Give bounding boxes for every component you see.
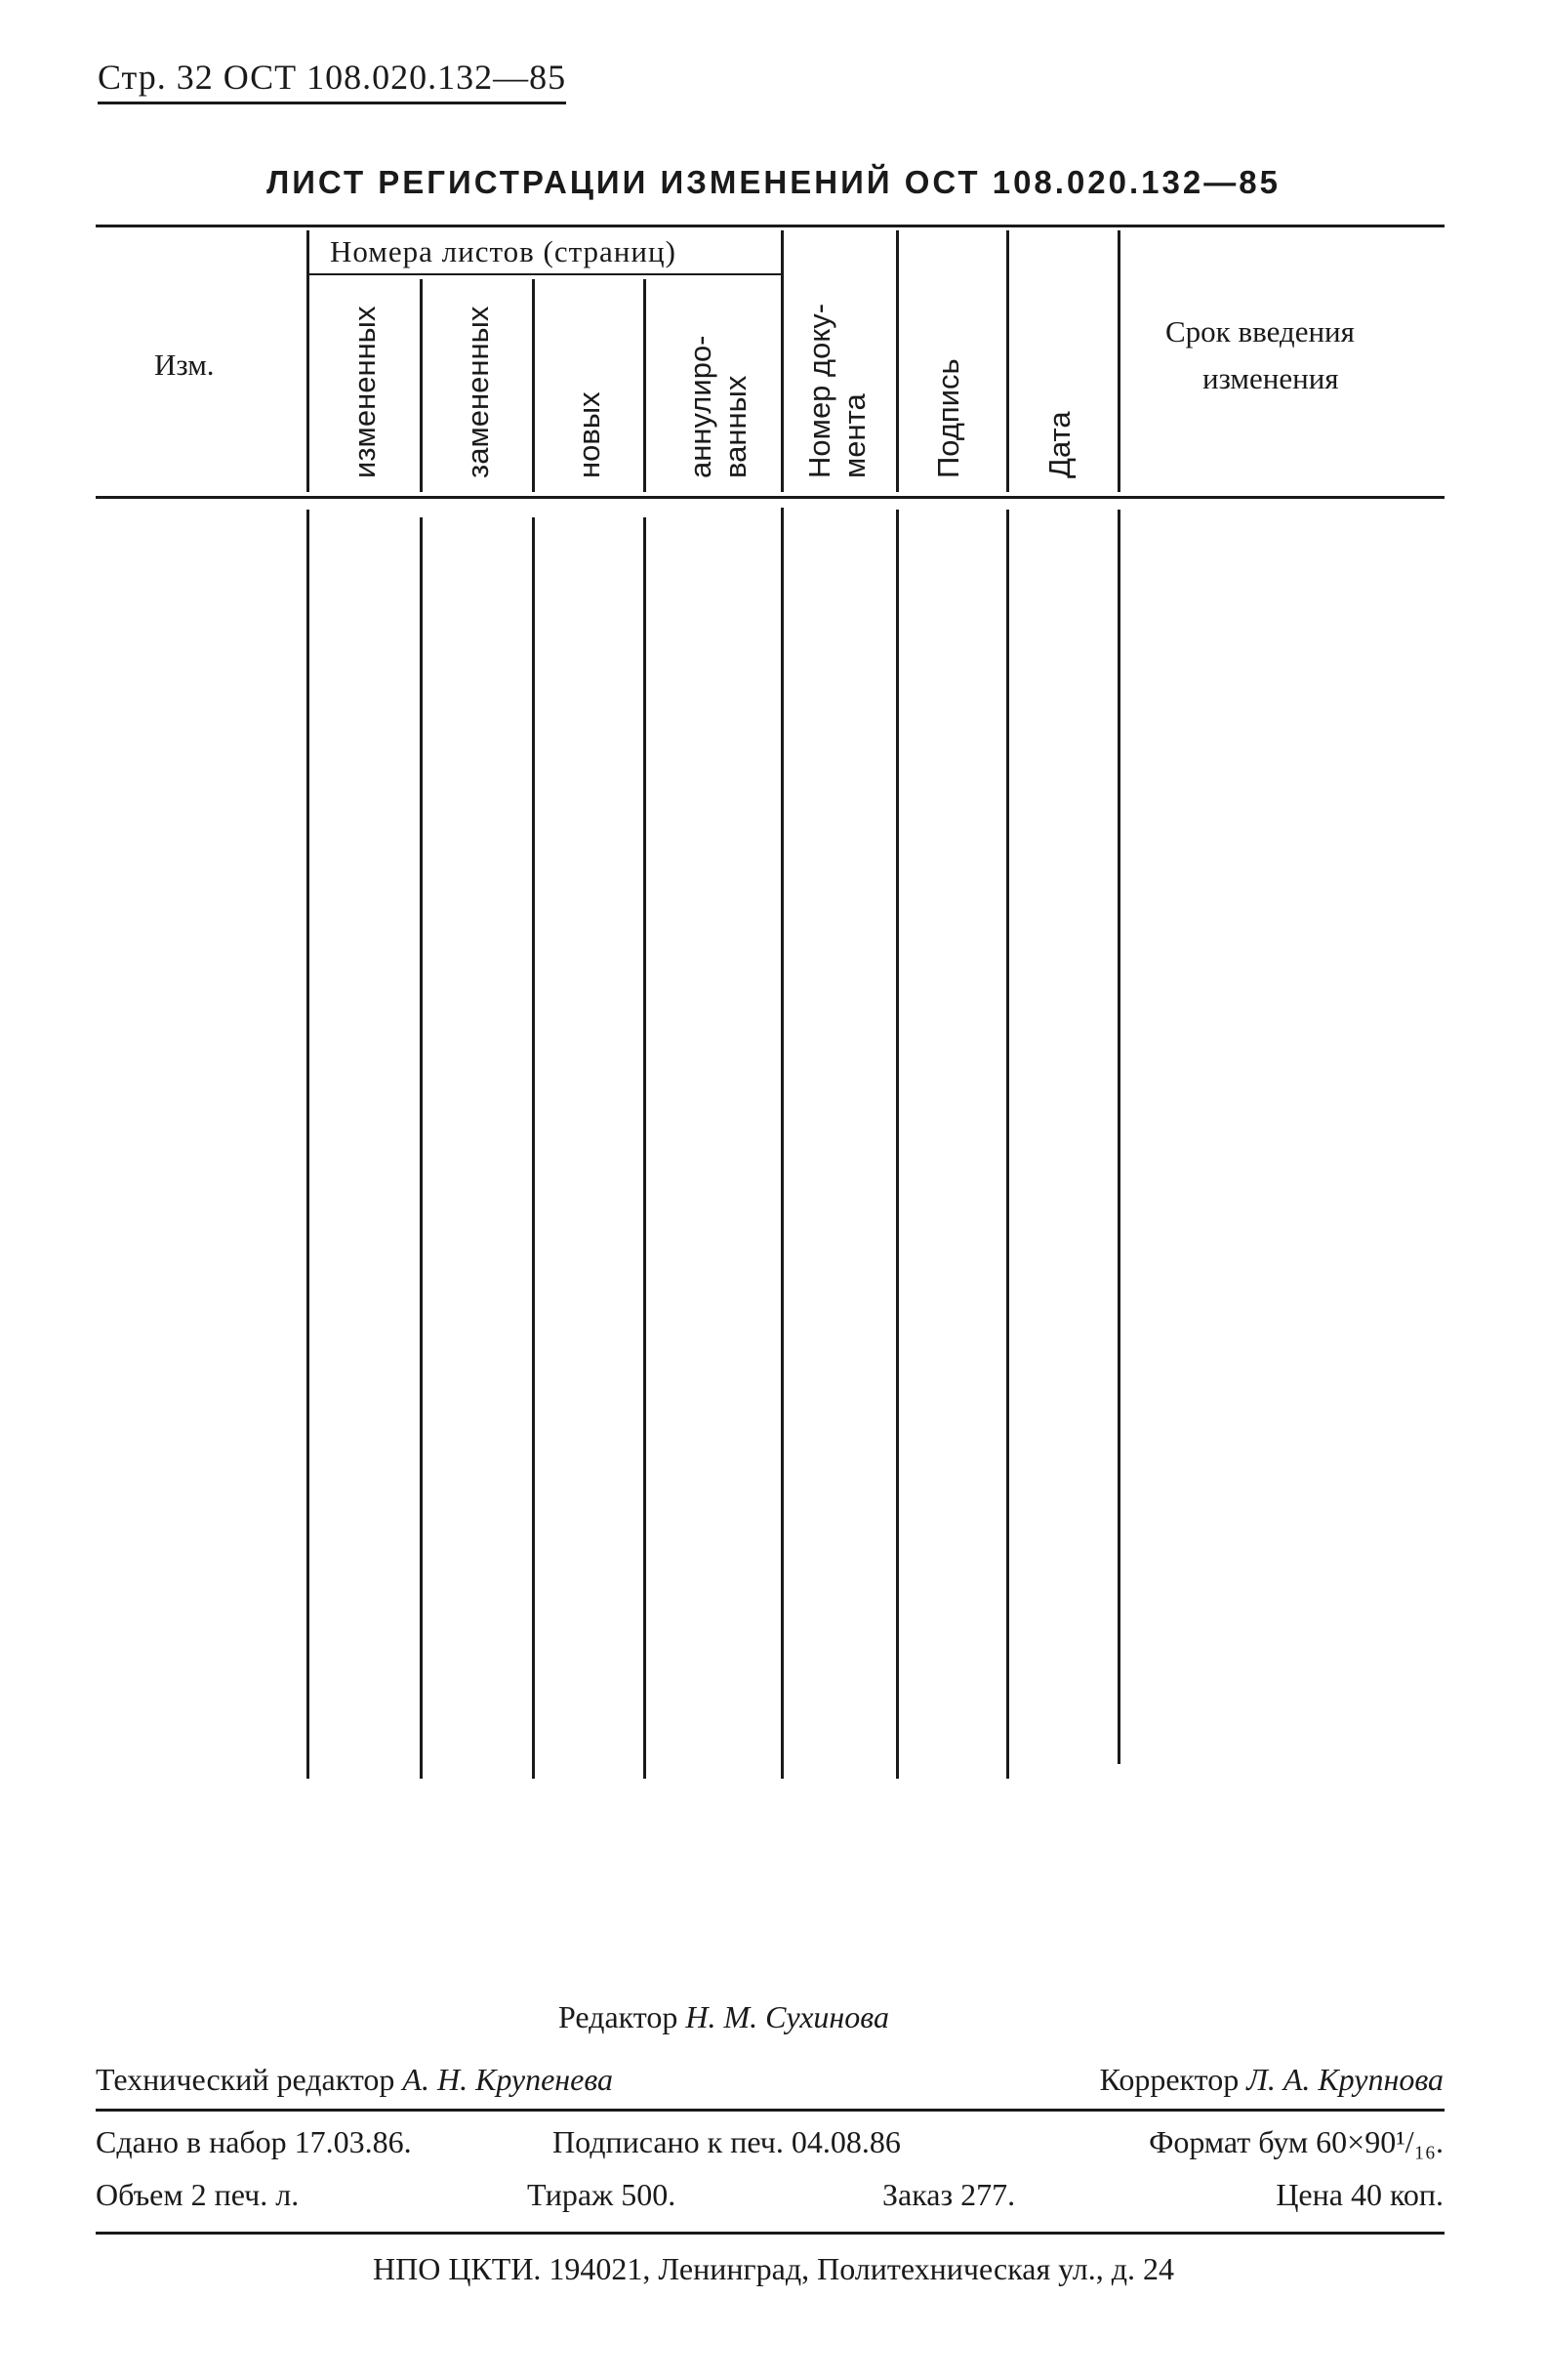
corrector-line — [1100, 2062, 1444, 2098]
editor-label: Редактор — [558, 1999, 678, 2034]
page-header: Стр. 32 ОСТ 108.020.132—85 — [98, 57, 566, 104]
col-header-date: Дата — [1042, 411, 1077, 478]
volume: Объем 2 печ. л. — [96, 2177, 300, 2212]
col-group-header: Номера листов (страниц) — [330, 234, 676, 268]
body-divider-7 — [1006, 510, 1009, 1779]
col-header-signature: Подпись — [931, 358, 965, 478]
print-run: Тираж 500. — [527, 2177, 676, 2212]
col-header-term-line1: Срок введения — [1165, 314, 1355, 349]
group-header-rule — [307, 273, 782, 275]
col-divider-6 — [896, 230, 899, 492]
col-header-doc-line1: Номер доку- — [802, 303, 836, 478]
tech-editor-label: Технический редактор — [96, 2062, 395, 2097]
tech-editor-name: А. Н. Крупенева — [402, 2062, 614, 2097]
col-divider-1 — [306, 230, 309, 492]
price: Цена 40 коп. — [1276, 2177, 1444, 2212]
col-header-annulled-line2: ванных — [718, 375, 753, 478]
col-header-replaced: замененных — [461, 306, 495, 478]
imprint-rule-top — [96, 2109, 1445, 2112]
col-header-izm: Изм. — [154, 348, 215, 382]
body-divider-4 — [643, 517, 646, 1779]
body-divider-5 — [781, 508, 784, 1779]
body-divider-1 — [306, 510, 309, 1779]
col-divider-2 — [420, 279, 423, 492]
publisher-address: НПО ЦКТИ. 194021, Ленинград, Политехническая ул., д. 24 — [372, 2251, 1175, 2286]
body-divider-2 — [420, 517, 423, 1779]
tech-editor-line — [96, 2062, 613, 2098]
col-header-annulled-line1: аннулиро- — [683, 335, 717, 478]
col-divider-8 — [1118, 230, 1120, 492]
col-divider-3 — [532, 279, 535, 492]
col-divider-4 — [643, 279, 646, 492]
body-divider-3 — [532, 517, 535, 1779]
body-divider-6 — [896, 510, 899, 1779]
order-number: Заказ 277. — [882, 2177, 1016, 2212]
document-title: ЛИСТ РЕГИСТРАЦИИ ИЗМЕНЕНИЙ ОСТ 108.020.132—85 — [266, 164, 1281, 200]
paper-format: Формат бум 60×90¹/₁₆. — [1149, 2124, 1444, 2159]
imprint-rule-bottom — [96, 2232, 1445, 2235]
table-top-rule — [96, 225, 1445, 227]
signed-date: Подписано к печ. 04.08.86 — [552, 2124, 901, 2159]
col-header-term-line2: изменения — [1202, 361, 1339, 395]
col-header-new: новых — [572, 391, 606, 478]
editor-line — [558, 1999, 889, 2035]
body-divider-8 — [1118, 510, 1120, 1764]
col-divider-7 — [1006, 230, 1009, 492]
submitted-date: Сдано в набор 17.03.86. — [96, 2124, 412, 2159]
col-header-changed: измененных — [347, 306, 382, 478]
col-divider-5 — [781, 230, 784, 492]
corrector-name: Л. А. Крупнова — [1246, 2062, 1444, 2097]
col-header-doc-line2: мента — [837, 393, 872, 478]
corrector-label: Корректор — [1099, 2062, 1240, 2097]
table-header-rule — [96, 496, 1445, 499]
editor-name: Н. М. Сухинова — [685, 1999, 889, 2034]
